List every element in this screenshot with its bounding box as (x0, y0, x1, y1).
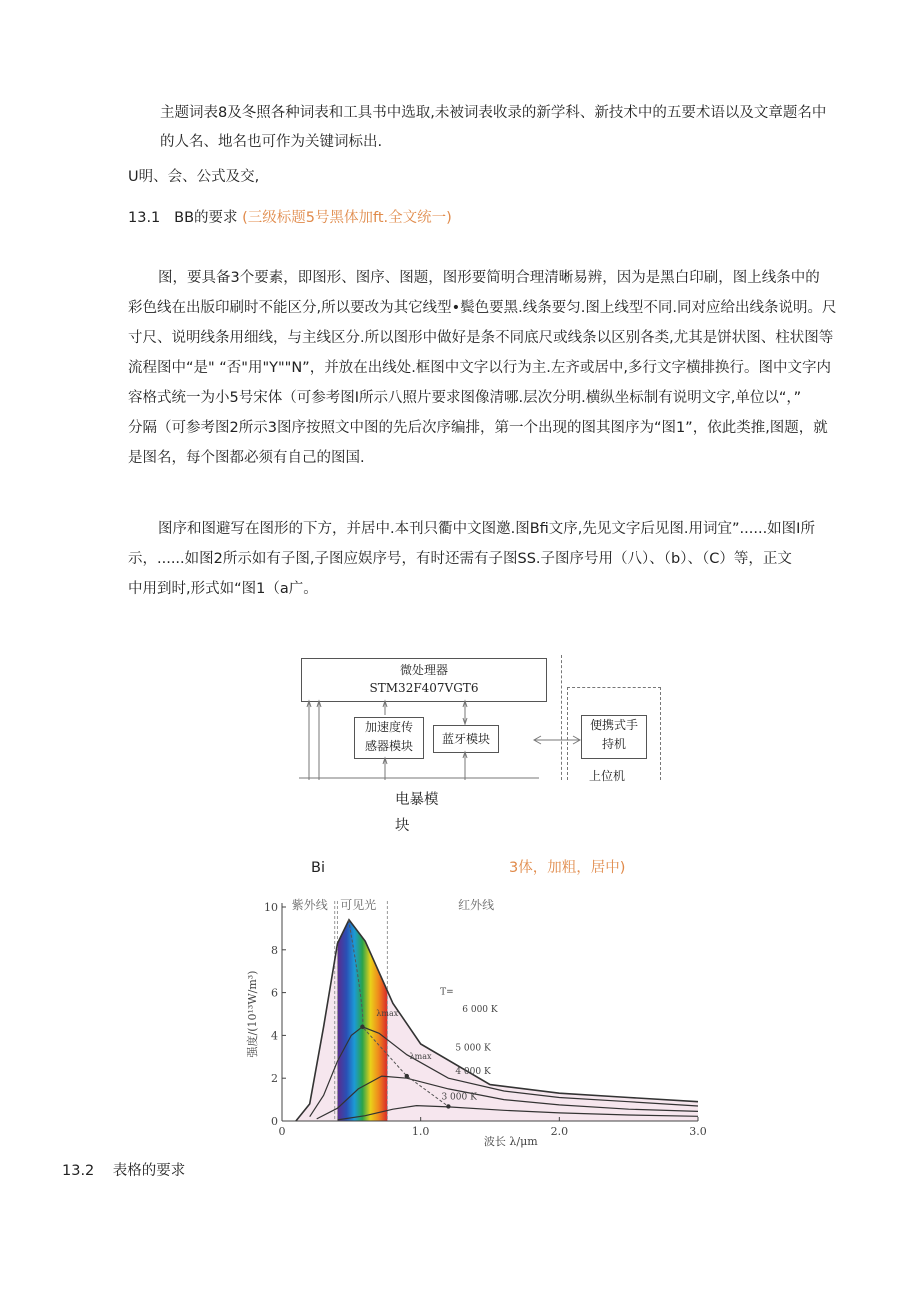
x-tick-label: 3.0 (689, 1125, 707, 1138)
section-13-2-number: 13.2 (62, 1163, 95, 1179)
paragraph-line: 示，......如图2所示如有子图,子图应娱序号，有时还需有子图SS.子图序号用（八）、（b）、（C）等，正文 (128, 551, 792, 567)
intro-line-1: 主题词表8及冬照各种词表和工具书中选取,未被词表收录的新学科、新技术中的五要术语以及文章题名中 (160, 105, 827, 121)
visible-light-label: 可见光 (340, 898, 377, 912)
paragraph-line: 图序和图避写在图形的下方，并居中.本刊只衢中文图邀.图Bfi文序,先见文字后见图.用词宜”......如图I所 (158, 521, 815, 537)
y-tick-label: 4 (271, 1029, 278, 1043)
paragraph-line: 流程图中“是" “否"用"Y""N”，并放在出线处.框图中文字以行为主.左齐或居中,多行文字横排换行。图中文字内 (128, 360, 832, 376)
left-arrow-1 (307, 701, 311, 780)
peak-point (446, 1104, 450, 1108)
lambda-max-label-2: λmax (409, 1051, 432, 1061)
peak-point (405, 1074, 409, 1078)
figure-1-caption-line-2: 块 (395, 818, 410, 834)
figure-rules-paragraph (128, 263, 837, 473)
paragraph-line: 寸尺、说明线条用细线，与主线区分.所以图形中做好是条不同底尺或线条以区别各类,尤其是饼状图、柱状图等 (128, 330, 834, 346)
y-tick-label: 8 (271, 943, 278, 957)
series-label: 4 000 K (455, 1066, 491, 1077)
series-label: 3 000 K (441, 1092, 477, 1103)
handheld-label-2: 持机 (601, 737, 626, 751)
paragraph-line: 彩色线在出版印刷时不能区分,所以要改为其它线型•鬓色要黑.线条要匀.图上线型不同.同对应给出线条说明。尺 (128, 300, 837, 316)
section-13-1-title: BB的要求 (174, 210, 238, 226)
y-tick-label: 0 (271, 1115, 278, 1128)
accelerometer-label-2: 感器模块 (364, 739, 413, 753)
lambda-max-label: λmax (376, 1009, 399, 1019)
accel-up-arrow (383, 758, 387, 780)
infrared-label: 红外线 (458, 898, 495, 912)
ultraviolet-label: 紫外线 (291, 898, 328, 912)
bt-mcu-arrow (463, 701, 467, 724)
paragraph-line: 中用到时,形式如“图1（a广。 (128, 581, 318, 597)
section-13-1-heading (128, 204, 452, 233)
section-13-1-number: 13.1 (128, 210, 161, 226)
figure-2-caption-right: 3体，加粗，居中) (509, 860, 626, 876)
section-13-2-title: 表格的要求 (112, 1163, 186, 1179)
section-13-1-note: (三级标题5号黑体加ft.全文统一) (242, 210, 452, 226)
bluetooth-label: 蓝牙模块 (441, 732, 490, 746)
intro-line-2: 的人名、地名也可作为关键词标出. (160, 134, 383, 150)
paragraph-line: 图，要具备3个要素，即图形、图序、图题，图形要简明合理清晰易辨，因为是黑白印刷，图上线条中的 (158, 270, 820, 286)
mcu-model-label: STM32F407VGT6 (369, 681, 479, 695)
intro-paragraph (160, 99, 826, 157)
figure-caption-paragraph (128, 514, 815, 604)
left-arrow-2 (317, 701, 321, 780)
series-label: 6 000 K (462, 1004, 498, 1015)
block-diagram-arrows (299, 655, 663, 783)
mcu-label: 微处理器 (399, 663, 448, 677)
series-label: 5 000 K (455, 1043, 491, 1054)
y-axis-label: 强度/(10¹³W/m³) (246, 970, 259, 1058)
section-u-heading: U明、会、公式及交, (128, 169, 260, 185)
y-tick-label: 2 (271, 1072, 278, 1086)
x-axis-label: 波长 λ/μm (483, 1135, 538, 1148)
blackbody-chart (246, 893, 710, 1148)
paragraph-line: 是图名，每个图都必须有自己的图国. (128, 450, 365, 466)
figure-1-caption-line-1: 电暴模 (395, 792, 439, 808)
temperature-label: T= (440, 987, 454, 998)
x-tick-label: 1.0 (411, 1125, 430, 1138)
y-tick-label: 10 (264, 901, 278, 914)
accelerometer-label-1: 加速度传 (364, 720, 413, 734)
chart-svg (246, 893, 710, 1148)
section-13-2-heading (62, 1157, 185, 1186)
paragraph-line: 容格式统一为小5号宋体（可参考图I所示八照片要求图像清哪.层次分明.横纵坐标制有说明文字,单位以“，” (128, 390, 802, 406)
wireless-arrow (534, 736, 580, 744)
accel-mcu-arrow (383, 701, 387, 715)
block-diagram-figure (299, 655, 663, 783)
x-tick-label: 2.0 (550, 1125, 569, 1138)
bt-up-arrow (463, 752, 467, 780)
peak-point (360, 1025, 364, 1029)
figure-2-caption-left: Bi (311, 860, 325, 876)
host-label: 上位机 (589, 769, 626, 783)
y-tick-label: 6 (271, 986, 278, 1000)
handheld-label-1: 便携式手 (589, 718, 638, 732)
x-tick-label: 0 (278, 1125, 286, 1138)
paragraph-line: 分隔（可参考图2所示3图序按照文中图的先后次序编排，第一个出现的图其图序为“图1”，依此类推,图题，就 (128, 420, 828, 436)
figure-1-caption (395, 787, 439, 839)
